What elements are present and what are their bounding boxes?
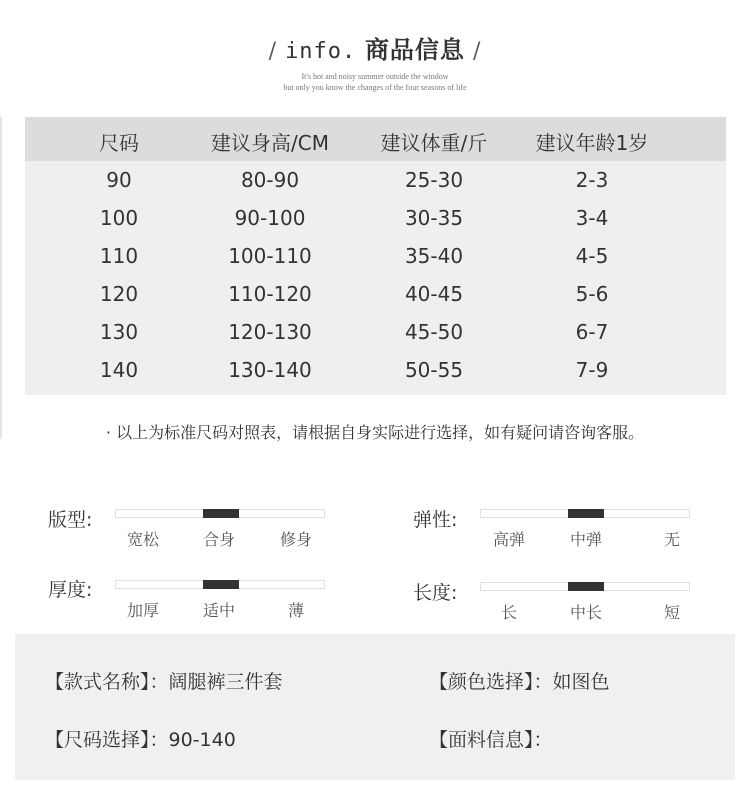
table-cell: 120: [99, 282, 139, 306]
header-title-cn: 商品信息: [364, 36, 465, 64]
product-info-panel: [15, 634, 735, 780]
table-cell: 35-40: [404, 244, 464, 268]
size-chart-table: [25, 117, 726, 395]
attribute-option: 薄: [287, 601, 304, 620]
attribute-option: 中长: [569, 603, 602, 622]
table-header-row: [25, 117, 726, 161]
info-label: 【款式名称】: [45, 671, 150, 693]
attribute-marker: [568, 509, 604, 518]
table-cell: 7-9: [575, 358, 609, 382]
table-cell: 30-35: [404, 206, 464, 230]
table-cell: 45-50: [404, 320, 464, 344]
header-subtitle-1: It's hot and noisy summer outside the window: [301, 72, 449, 81]
table-cell: 40-45: [404, 282, 464, 306]
attribute-track: [480, 509, 690, 518]
info-value: ：阔腿裤三件套: [149, 671, 283, 693]
attribute-option: 加厚: [126, 601, 159, 620]
info-value: ：如图色: [533, 671, 610, 693]
table-cell: 50-55: [404, 358, 464, 382]
info-label: 【颜色选择】: [429, 671, 534, 693]
table-cell: 3-4: [575, 206, 609, 230]
table-cell: 130-140: [228, 358, 312, 382]
attribute-option: 短: [663, 603, 680, 622]
left-divider: [0, 117, 2, 439]
attribute-label: 版型:: [48, 509, 93, 531]
table-cell: 90: [106, 168, 132, 192]
table-cell: 4-5: [575, 244, 609, 268]
header-slash-left: /: [268, 39, 278, 64]
info-value: ：: [533, 729, 553, 751]
attribute-track: [480, 582, 690, 591]
attribute-option: 无: [663, 530, 680, 549]
table-header-cell: 建议体重/斤: [380, 131, 488, 155]
table-cell: 120-130: [228, 320, 312, 344]
attribute-marker: [568, 582, 604, 591]
table-cell: 110: [99, 244, 139, 268]
table-cell: 90-100: [234, 206, 306, 230]
table-cell: 110-120: [228, 282, 312, 306]
table-header-cell: 建议年龄1岁: [535, 131, 649, 155]
table-cell: 130: [99, 320, 139, 344]
attribute-option: 合身: [202, 530, 235, 549]
table-cell: 100: [99, 206, 139, 230]
attribute-option: 修身: [279, 530, 312, 549]
attribute-track: [115, 509, 325, 518]
table-header-cell: 尺码: [99, 131, 139, 155]
info-value: ：90-140: [149, 729, 236, 751]
attribute-option: 长: [500, 603, 517, 622]
header-title-en: info.: [285, 39, 357, 64]
attribute-marker: [203, 580, 239, 589]
info-fabric: [429, 725, 553, 752]
attribute-label: 弹性:: [413, 509, 458, 531]
table-cell: 2-3: [575, 168, 609, 192]
section-header: [0, 30, 750, 93]
header-title: [0, 30, 750, 65]
attribute-option: 适中: [202, 601, 235, 620]
attribute-label: 长度:: [413, 582, 458, 604]
info-label: 【尺码选择】: [45, 729, 150, 751]
table-cell: 100-110: [228, 244, 312, 268]
info-color: [429, 667, 610, 694]
info-size: [45, 725, 236, 752]
attribute-option: 宽松: [126, 530, 159, 549]
info-label: 【面料信息】: [429, 729, 534, 751]
attribute-track: [115, 580, 325, 589]
size-chart-note: · 以上为标准尺码对照表，请根据自身实际进行选择，如有疑问请咨询客服。: [105, 423, 645, 442]
table-cell: 80-90: [240, 168, 300, 192]
attribute-label: 厚度:: [48, 579, 93, 601]
attribute-marker: [203, 509, 239, 518]
table-cell: 5-6: [575, 282, 609, 306]
table-cell: 25-30: [404, 168, 464, 192]
table-cell: 6-7: [575, 320, 609, 344]
header-subtitle-2: but only you know the changes of the four seasons of life: [283, 83, 467, 92]
header-slash-right: /: [472, 39, 482, 64]
table-header-cell: 建议身高/CM: [211, 131, 329, 155]
table-cell: 140: [99, 358, 139, 382]
attribute-option: 高弹: [492, 530, 525, 549]
info-style-name: [45, 667, 283, 694]
attribute-option: 中弹: [569, 530, 602, 549]
